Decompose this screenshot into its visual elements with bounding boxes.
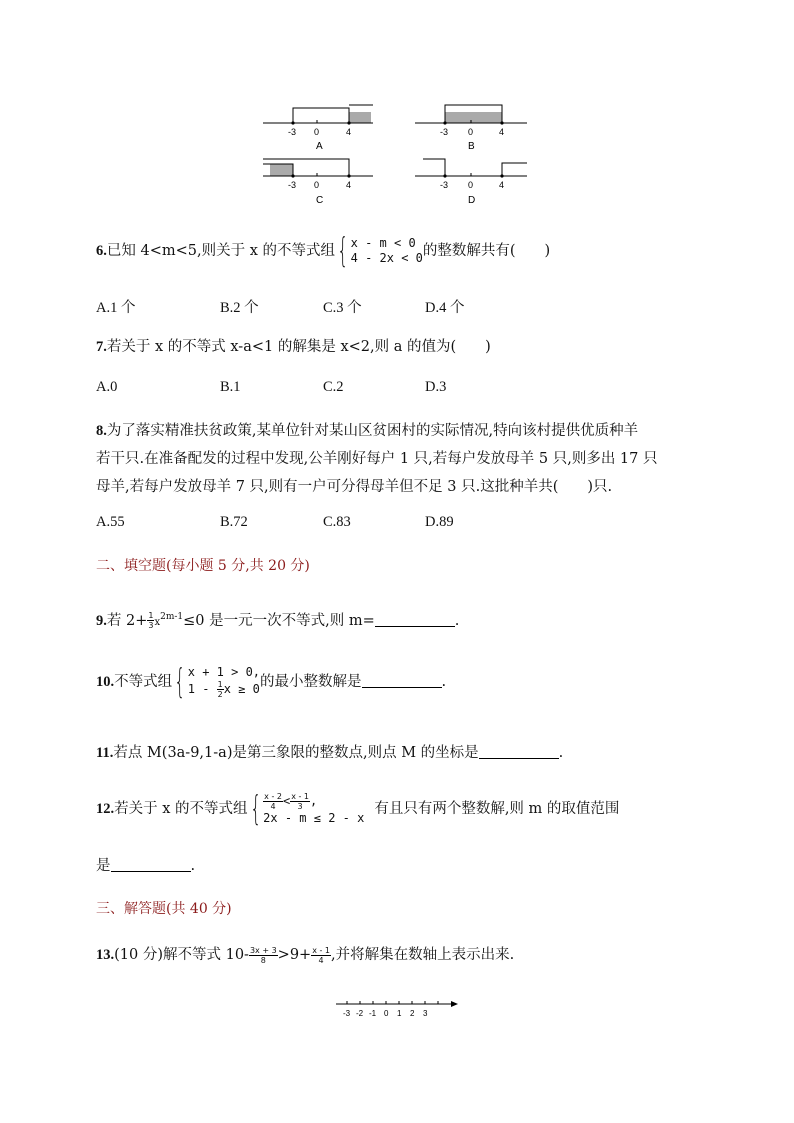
option-a: A.0 (96, 379, 118, 395)
question-number: 11. (96, 745, 114, 761)
question-text: 是 (96, 858, 111, 874)
tick-label: -3 (440, 180, 449, 190)
question-text: (10 分)解不等式 10- (114, 947, 249, 963)
point-4 (500, 121, 503, 124)
question-text: 母羊,若每户发放母羊 7 只,则有一户可分得母羊但不足 3 只.这批种羊共( )只. (96, 479, 613, 495)
system-line: 2x - m ≤ 2 - x (263, 811, 365, 825)
question-text: 若干只.在准备配发的过程中发现,公羊刚好每户 1 只,若每户发放母羊 5 只,则多出 17 只 (96, 451, 658, 467)
question-number: 8. (96, 423, 107, 439)
question-text: 若 2+ (106, 612, 148, 629)
option-b-number-line (415, 105, 527, 152)
tick-label: 4 (346, 127, 352, 137)
section-heading-fill-in: 二、填空题(每小题 5 分,共 20 分) (96, 558, 310, 574)
question-text: ,并将解集在数轴上表示出来. (331, 947, 515, 963)
q13-number-axis (334, 996, 464, 1020)
tick-label: 0 (314, 127, 320, 137)
system-line: x - m < 0 (350, 236, 416, 250)
option-d: D.4 个 (425, 300, 465, 316)
answer-blank[interactable] (479, 744, 559, 759)
question-number: 12. (96, 801, 115, 817)
question-text: 已知 4<m<5,则关于 x 的不等式组 (106, 243, 335, 259)
inequality-system (351, 236, 423, 266)
option-c: C.3 个 (323, 300, 362, 316)
power-base: x (154, 616, 161, 628)
system-line: 4 - 2x < 0 (350, 251, 423, 265)
tick-label: 4 (346, 180, 352, 190)
point-4 (347, 174, 350, 177)
question-text: 若关于 x 的不等式组 (114, 801, 248, 817)
question-text: 若点 M(3a-9,1-a)是第三象限的整数点,则点 M 的坐标是 (113, 745, 479, 761)
tick-label: 0 (468, 180, 474, 190)
tick-label: 0 (314, 180, 320, 190)
axis-tick-label: -3 (343, 1009, 351, 1018)
question-7 (96, 337, 491, 357)
option-label: C (316, 195, 324, 206)
system-line: x + 1 > 0, (187, 665, 261, 679)
tick-label: 4 (499, 180, 505, 190)
tick-label: -3 (288, 180, 297, 190)
question-text: 不等式组 (114, 674, 173, 690)
tick-label: 4 (499, 127, 505, 137)
point-4 (347, 121, 350, 124)
brace-icon: { (337, 231, 349, 271)
option-a: A.1 个 (96, 300, 136, 316)
shaded-region (270, 164, 293, 176)
system-line: 1 - $\frac{1}{2}$ x ≥ 0 (187, 680, 260, 699)
question-text: ≤0 是一元一次不等式,则 m= (183, 612, 375, 629)
option-b: B.2 个 (220, 300, 259, 316)
inequality-system (263, 792, 364, 826)
option-b: B.72 (220, 514, 248, 530)
axis-tick-label: 0 (384, 1009, 389, 1018)
question-text: 若关于 x 的不等式 x-a<1 的解集是 x<2,则 a 的值为( ) (106, 339, 491, 355)
question-9: 9.若 2+ $\frac{1}{3}$ $x^{2m-1}\le 0$ 是一元一次不等式,则 m= . (96, 611, 460, 631)
fraction: $\frac{3x + 3}{8}$ (249, 945, 277, 965)
point-neg3 (291, 174, 294, 177)
option-a: A.55 (96, 514, 125, 530)
option-c: C.83 (323, 514, 351, 530)
shaded-region (445, 112, 502, 123)
question-8 (96, 417, 658, 501)
option-label: B (468, 141, 475, 152)
question-text: 的最小整数解是 (260, 674, 362, 690)
answer-blank[interactable] (375, 612, 455, 627)
question-12 (96, 789, 620, 829)
option-c-number-line (263, 159, 373, 206)
number-line-figure (255, 100, 535, 212)
question-number: 9. (96, 612, 107, 629)
axis-tick-label: -1 (369, 1009, 377, 1018)
question-text: 为了落实精准扶贫政策,某单位针对某山区贫困村的实际情况,特向该村提供优质种羊 (106, 423, 639, 439)
point-neg3 (443, 121, 446, 124)
arrow-icon (451, 1001, 458, 1007)
question-12-continued: 是 . (96, 858, 196, 874)
exponent: 2m-1 (160, 612, 184, 622)
tick-label: 0 (468, 127, 474, 137)
axis-tick-label: 3 (423, 1009, 428, 1018)
section-heading-solutions: 三、解答题(共 40 分) (96, 901, 232, 917)
brace-icon: { (174, 662, 186, 702)
question-11: 11.若点 M(3a-9,1-a)是第三象限的整数点,则点 M 的坐标是 . (96, 745, 564, 761)
option-d-number-line (415, 159, 527, 206)
system-line: $\frac{x - 2}{4}$ < $\frac{x - 1}{3}$ , (264, 792, 318, 811)
question-number: 6. (96, 243, 107, 259)
shaded-region (349, 112, 371, 123)
option-label: D (468, 195, 476, 206)
point-4 (500, 174, 503, 177)
tick-label: -3 (440, 127, 449, 137)
point-neg3 (291, 121, 294, 124)
question-text: >9+ (277, 947, 312, 963)
question-number: 13. (96, 947, 115, 963)
answer-blank[interactable] (362, 673, 442, 688)
option-b: B.1 (220, 379, 241, 395)
fraction: $\frac{1}{3}$ (148, 611, 154, 631)
inequality-system (188, 665, 260, 699)
option-d: D.3 (425, 379, 447, 395)
fraction: $\frac{x - 1}{4}$ (312, 945, 330, 965)
option-a-number-line (263, 105, 373, 152)
point-neg3 (443, 174, 446, 177)
question-number: 7. (96, 339, 107, 355)
axis-tick-label: 2 (410, 1009, 415, 1018)
tick-label: -3 (288, 127, 297, 137)
option-d: D.89 (425, 514, 454, 530)
question-text: 有且只有两个整数解,则 m 的取值范围 (374, 801, 620, 817)
option-c: C.2 (323, 379, 344, 395)
question-13 (96, 945, 514, 965)
question-number: 10. (96, 674, 115, 690)
axis-tick-label: 1 (397, 1009, 402, 1018)
answer-blank[interactable] (111, 857, 191, 872)
option-label: A (316, 141, 323, 152)
question-text: 的整数解共有( ) (422, 243, 551, 259)
question-10: 10.不等式组{ x + 1 > 0, 1 - $\frac{1}{2}$ x ≥ 0 的最小整数解是 . (96, 662, 447, 702)
question-6 (96, 231, 551, 271)
axis-tick-label: -2 (356, 1009, 364, 1018)
brace-icon: { (249, 789, 261, 829)
